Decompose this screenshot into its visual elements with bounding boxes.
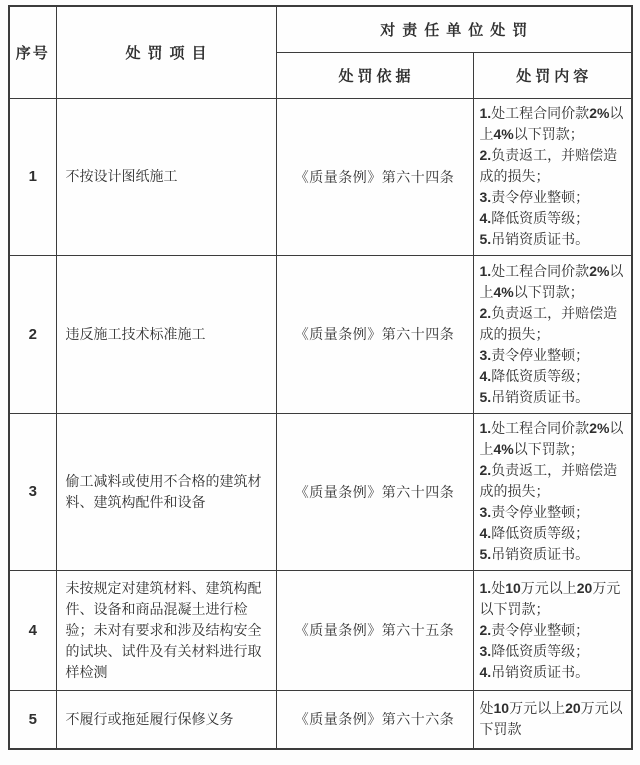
content-line: 3.降低资质等级； (479, 642, 590, 659)
content-line: 3.责令停业整顿； (479, 346, 590, 363)
content-line: 3.责令停业整顿； (479, 504, 590, 520)
header-cell-unit-penalty-group: 对责任单位处罚 (276, 6, 632, 52)
penalty-basis-cell: 《质量条例》第六十四条 (276, 98, 473, 255)
content-line: 2.负责返工，并赔偿造成的损失； (479, 462, 618, 499)
table-row-3 (9, 413, 632, 570)
row-index-cell: 5 (9, 690, 56, 749)
content-line: 4.降低资质等级； (479, 367, 590, 384)
content-line: 1.处10万元以上20万元以下罚款； (479, 579, 621, 617)
penalty-item-cell: 未按规定对建筑材料、建筑构配件、设备和商品混凝土进行检验；未对有要求和涉及结构安全的试块、试件及有关材料进行取样检测 (56, 570, 276, 690)
penalty-basis-cell: 《质量条例》第六十六条 (276, 690, 473, 749)
table-row-4 (9, 570, 632, 690)
content-line: 1.处工程合同价款2%以上4%以下罚款； (479, 420, 624, 457)
content-line: 3.责令停业整顿； (479, 189, 590, 205)
row-index-cell: 2 (9, 255, 56, 413)
content-line: 4.吊销资质证书。 (479, 663, 590, 680)
header-cell-content: 处罚内容 (473, 52, 632, 98)
content-line: 5.吊销资质证书。 (479, 388, 590, 405)
penalty-basis-cell: 《质量条例》第六十四条 (276, 413, 473, 570)
penalty-basis-cell: 《质量条例》第六十四条 (276, 255, 473, 413)
row-index-cell: 1 (9, 98, 56, 255)
content-line: 2.责令停业整顿； (479, 621, 590, 638)
penalty-item-cell: 偷工减料或使用不合格的建筑材料、建筑构配件和设备 (56, 413, 276, 570)
header-cell-item: 处罚项目 (56, 6, 276, 98)
header-cell-basis: 处罚依据 (276, 52, 473, 98)
content-line: 处10万元以上20万元以下罚款 (479, 700, 623, 738)
table-row-1 (9, 98, 632, 255)
content-line: 1.处工程合同价款2%以上4%以下罚款； (479, 105, 624, 142)
penalty-basis-cell: 《质量条例》第六十五条 (276, 570, 473, 690)
penalty-table (8, 5, 633, 750)
penalty-content-cell (473, 98, 632, 255)
header-cell-index: 序号 (9, 6, 56, 98)
content-line: 2.负责返工，并赔偿造成的损失； (479, 304, 618, 342)
header-row-group (9, 6, 632, 52)
content-line: 4.降低资质等级； (479, 525, 590, 541)
content-line: 5.吊销资质证书。 (479, 546, 590, 562)
content-line: 1.处工程合同价款2%以上4%以下罚款； (479, 262, 624, 300)
penalty-content-cell (473, 690, 632, 749)
penalty-item-cell: 不履行或拖延履行保修义务 (56, 690, 276, 749)
table-row-2 (9, 255, 632, 413)
penalty-content-cell (473, 570, 632, 690)
penalty-content-cell (473, 255, 632, 413)
table-row-5 (9, 690, 632, 749)
row-index-cell: 4 (9, 570, 56, 690)
content-line: 5.吊销资质证书。 (479, 231, 590, 247)
content-line: 4.降低资质等级； (479, 210, 590, 226)
row-index-cell: 3 (9, 413, 56, 570)
penalty-content-cell (473, 413, 632, 570)
content-line: 2.负责返工，并赔偿造成的损失； (479, 147, 618, 184)
penalty-item-cell: 不按设计图纸施工 (56, 98, 276, 255)
penalty-item-cell: 违反施工技术标准施工 (56, 255, 276, 413)
